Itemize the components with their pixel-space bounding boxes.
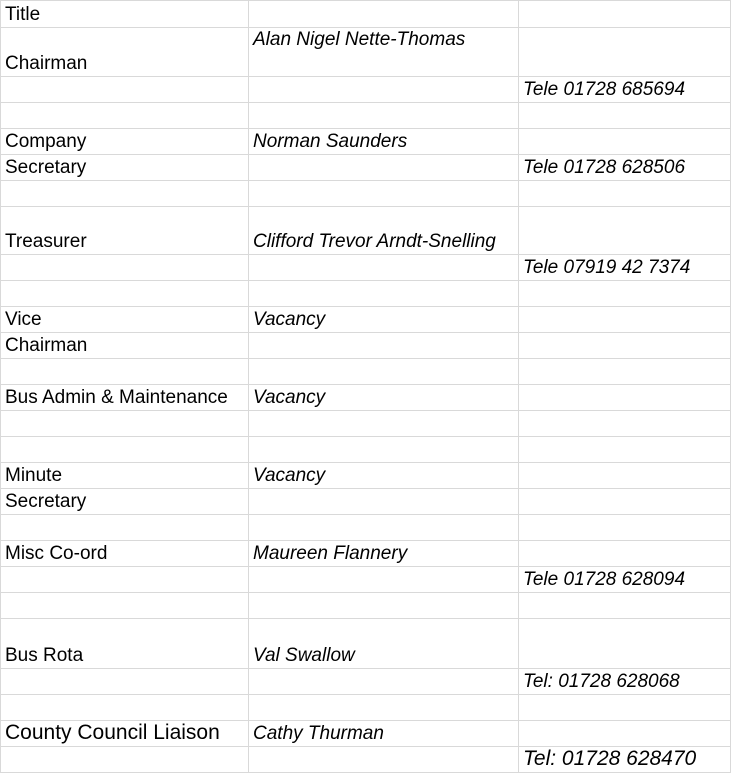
cell-bus-rota-phone[interactable]: Tel: 01728 628068: [523, 671, 680, 692]
grid-line: [0, 514, 731, 515]
grid-line: [0, 436, 731, 437]
cell-misc-coord-name[interactable]: Maureen Flannery: [253, 543, 408, 564]
grid-line: [0, 488, 731, 489]
grid-line: [0, 668, 731, 669]
grid-line: [0, 462, 731, 463]
cell-treasurer-name[interactable]: Clifford Trevor Arndt-Snelling: [253, 231, 496, 252]
grid-line: [0, 76, 731, 77]
grid-line: [0, 384, 731, 385]
grid-line: [0, 410, 731, 411]
cell-treasurer-label[interactable]: Treasurer: [5, 231, 87, 252]
cell-bus-rota-name[interactable]: Val Swallow: [253, 645, 355, 666]
cell-company-secretary-phone[interactable]: Tele 01728 628506: [523, 157, 686, 178]
grid-line: [0, 280, 731, 281]
cell-vice-chairman-label-2[interactable]: Chairman: [5, 335, 88, 356]
grid-line: [248, 0, 249, 773]
cell-company-secretary-label-2[interactable]: Secretary: [5, 157, 87, 178]
grid-line: [518, 0, 519, 773]
grid-line: [0, 128, 731, 129]
grid-line: [0, 206, 731, 207]
grid-line: [0, 358, 731, 359]
cell-title-label[interactable]: Title: [5, 4, 41, 25]
cell-bus-admin-name[interactable]: Vacancy: [253, 387, 326, 408]
grid-line: [0, 618, 731, 619]
cell-chairman-phone[interactable]: Tele 01728 685694: [523, 79, 686, 100]
grid-line: [0, 592, 731, 593]
grid-line: [0, 154, 731, 155]
grid-line: [0, 102, 731, 103]
cell-county-council-label[interactable]: County Council Liaison: [5, 721, 220, 744]
cell-treasurer-phone[interactable]: Tele 07919 42 7374: [523, 257, 691, 278]
cell-company-secretary-label-1[interactable]: Company: [5, 131, 87, 152]
cell-chairman-name[interactable]: Alan Nigel Nette-Thomas: [253, 29, 466, 50]
cell-misc-coord-label[interactable]: Misc Co-ord: [5, 543, 108, 564]
grid-line: [0, 254, 731, 255]
grid-line: [0, 694, 731, 695]
cell-minute-secretary-label-1[interactable]: Minute: [5, 465, 63, 486]
grid-line: [0, 332, 731, 333]
cell-county-council-phone[interactable]: Tel: 01728 628470: [523, 747, 697, 770]
grid-line: [0, 540, 731, 541]
grid-line: [0, 566, 731, 567]
cell-vice-chairman-name[interactable]: Vacancy: [253, 309, 326, 330]
cell-company-secretary-name[interactable]: Norman Saunders: [253, 131, 408, 152]
cell-bus-admin-label[interactable]: Bus Admin & Maintenance: [5, 387, 228, 408]
grid-line: [0, 0, 731, 1]
cell-vice-chairman-label-1[interactable]: Vice: [5, 309, 42, 330]
grid-line: [0, 306, 731, 307]
cell-minute-secretary-label-2[interactable]: Secretary: [5, 491, 87, 512]
cell-chairman-label[interactable]: Chairman: [5, 53, 88, 74]
cell-county-council-name[interactable]: Cathy Thurman: [253, 723, 384, 744]
grid-line: [0, 27, 731, 28]
cell-bus-rota-label[interactable]: Bus Rota: [5, 645, 84, 666]
grid-line: [0, 180, 731, 181]
cell-misc-coord-phone[interactable]: Tele 01728 628094: [523, 569, 686, 590]
grid-line: [0, 0, 1, 773]
cell-minute-secretary-name[interactable]: Vacancy: [253, 465, 326, 486]
